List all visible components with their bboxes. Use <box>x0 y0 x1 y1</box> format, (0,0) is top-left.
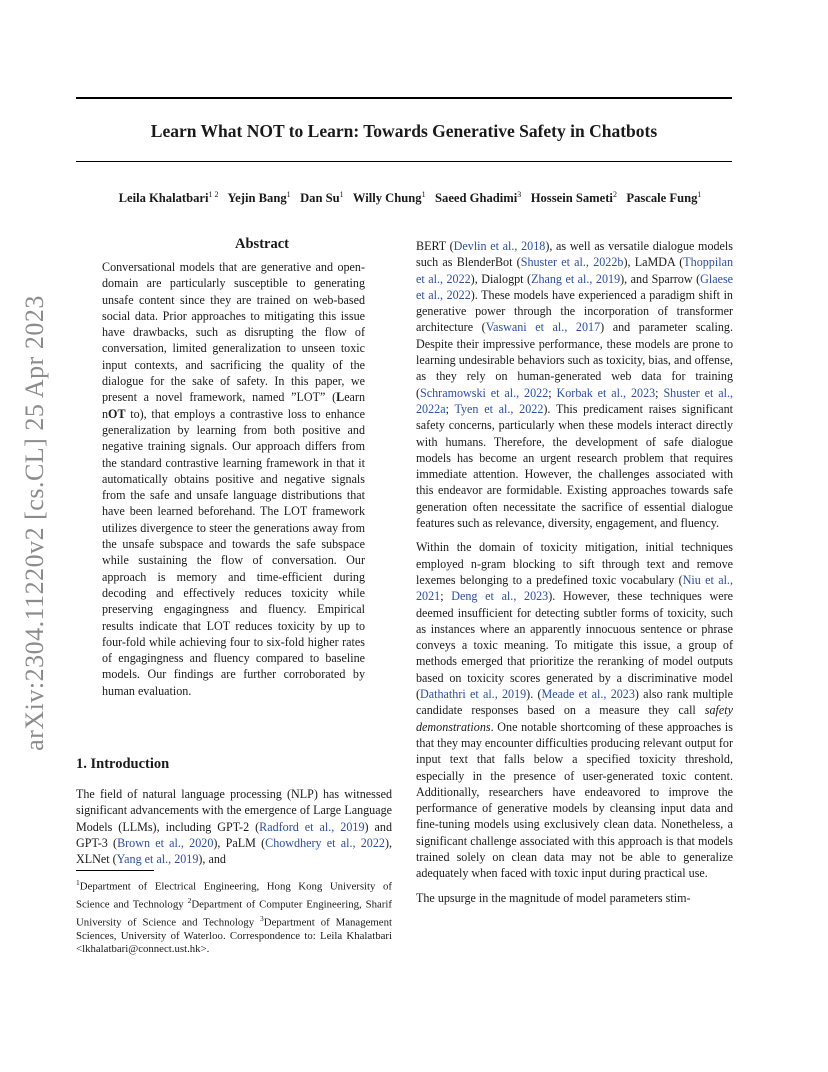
citation-link[interactable]: Shuster et al., 2022a <box>416 385 734 416</box>
section-heading-introduction: 1. Introduction <box>76 756 170 772</box>
author-affiliation: 1 <box>286 190 291 199</box>
author-affiliation: 1 <box>421 190 426 199</box>
author-name: Leila Khalatbari <box>118 191 209 205</box>
paragraph: BERT (Devlin et al., 2018), as well as versatile dialogue models such as BlenderBot (Shuster et al., 2022b), LaMDA (Thoppilan et al., 2022), Dialogpt (Zhang et al., 2019), and Sparrow (Glaese et al., 2022). These models have experienced a paradigm shift in generative power through the incorporation of transformer architecture (Vaswani et al., 2017) and parameter scaling. Despite their impressive performance, these models are prone to learning undesirable behaviors such as toxicity, bias, and offense, as they rely on human-generated web data for training (Schramowski et al., 2022; Korbak et al., 2023; Shuster et al., 2022a; Tyen et al., 2022). This predicament raises significant safety concerns, particularly when these models interact directly with humans. Therefore, the development of safe dialogue models has become an urgent research problem that requires immediate attention. However, the challenges associated with this endeavor are formidable. Existing approaches towards safe generation often necessitate the sacrifice of essential dialogue features such as relevance, diversity, engagement, and fluency. <box>416 239 734 531</box>
abstract-heading: Abstract <box>235 236 289 252</box>
citation-link[interactable]: Brown et al., 2020 <box>117 835 214 850</box>
title-bottom-rule <box>76 161 732 162</box>
arxiv-watermark <box>20 288 50 758</box>
author-affiliation: 1 2 <box>208 190 219 199</box>
title-top-rule <box>76 97 732 99</box>
citation-link[interactable]: Yang et al., 2019 <box>116 852 199 867</box>
citation-link[interactable]: Dathathri et al., 2019 <box>420 687 527 702</box>
paragraph: The upsurge in the magnitude of model parameters stim- <box>416 890 691 905</box>
citation-link[interactable]: Tyen et al., 2022 <box>454 401 544 416</box>
paper-title: Learn What NOT to Learn: Towards Generative Safety in Chatbots <box>150 121 658 141</box>
footnote-rule <box>76 870 154 871</box>
author-affiliation: 3 <box>517 190 522 199</box>
citation-link[interactable]: Radford et al., 2019 <box>259 819 365 834</box>
citation-link[interactable]: Schramowski et al., 2022 <box>420 385 549 400</box>
citation-link[interactable]: Devlin et al., 2018 <box>453 239 546 253</box>
author-affiliation: 1 <box>339 190 344 199</box>
author-affiliation: 2 <box>612 190 617 199</box>
citation-link[interactable]: Chowdhery et al., 2022 <box>265 835 385 850</box>
introduction-body: The field of natural language processing (NLP) has witnessed significant advancements with the emergence of Large Language Models (LLMs), including GPT-2 (Radford et al., 2019) and GPT-3 (Brown et al., 2020), PaLM (Chowdhery et al., 2022), XLNet (Yang et al., 2019), and <box>76 787 392 867</box>
arxiv-id: arXiv:2304.11220v2 [cs.CL] 25 Apr 2023 <box>20 295 49 751</box>
citation-link[interactable]: Meade et al., 2023 <box>541 687 635 702</box>
citation-link[interactable]: Glaese et al., 2022 <box>416 271 734 302</box>
author-name: Dan Su <box>300 191 340 205</box>
author-affiliation: 1 <box>697 190 702 199</box>
citation-link[interactable]: Deng et al., 2023 <box>451 589 549 604</box>
citation-link[interactable]: Zhang et al., 2019 <box>531 271 621 286</box>
right-column <box>416 238 733 906</box>
citation-link[interactable]: Niu et al., 2021 <box>416 572 733 604</box>
abstract-body: Conversational models that are generative and open-domain are particularly susceptible to generating unsafe content since they are trained on web-based social data. Prior approaches to mitigating this issue have drawbacks, such as disrupting the flow of conversation, limited generalization to unseen toxic input contexts, and sacrificing the quality of the dialogue for the sake of safety. In this paper, we present a novel framework, named ”LOT” (Learn nOT to), that employs a contrastive loss to enhance generalization by learning from both positive and negative training signals. Our approach differs from the standard contrastive learning framework in that it automatically obtains positive and negative signals from the safe and unsafe language distributions that have been learned beforehand. The LOT framework utilizes divergence to steer the generations away from the unsafe subspace and towards the safe subspace while sustaining the flow of conversation. Our approach is memory and time-efficient during decoding and effectively reduces toxicity while preserving engagingness and fluency. Empirical results indicate that LOT reduces toxicity by up to four-fold while achieving four to six-fold higher rates of engagingness and fluency compared to baseline models. Our findings are further corroborated by human evaluation. <box>102 260 365 698</box>
citation-link[interactable]: Shuster et al., 2022b <box>520 255 624 270</box>
author-list <box>60 190 760 206</box>
author-name: Willy Chung <box>352 191 422 205</box>
author-name: Saeed Ghadimi <box>435 191 518 205</box>
author-name: Hossein Sameti <box>530 191 613 205</box>
author-name: Pascale Fung <box>626 191 698 205</box>
author-name: Yejin Bang <box>227 191 287 205</box>
citation-link[interactable]: Korbak et al., 2023 <box>556 385 656 400</box>
affiliation-footnote: $^1$Department of Electrical Engineering, Hong Kong University of Science and Technology $^2$Department of Computer Engineering, Sharif University of Science and Technology $^3$Department of Management Sciences, University of Waterloo. Correspondence to: Leila Khalatbari <lkhalatbari@connect.ust.hk>. <box>76 878 392 955</box>
citation-link[interactable]: Vaswani et al., 2017 <box>485 320 601 335</box>
citation-link[interactable]: Thoppilan et al., 2022 <box>416 255 733 286</box>
paragraph: Within the domain of toxicity mitigation, initial techniques employed n-gram blocking to sift through text and remove lexemes belonging to a predefined toxic vocabulary (Niu et al., 2021; Deng et al., 2023). However, these techniques were deemed insufficient for detecting subtler forms of toxicity, such as instances where an apparently innocuous sentence or phrase conveys a toxic meaning. To mitigate this issue, a group of methods emerged that prioritize the reranking of model outputs based on toxicity scores generated by a discriminative model (Dathathri et al., 2019). (Meade et al., 2023) also rank multiple candidate responses based on a measure they call safety demonstrations. One notable shortcoming of these approaches is that they may encounter difficulties producing relevant output for input text that falls below a specified toxicity threshold, especially in the presence of user-generated toxic content. Additionally, researchers have endeavored to improve the performance of generative models by cleansing input data and fine-tuning models using exclusively clean data. Nonetheless, a significant challenge associated with this approach is that models trained solely on clean data may not be able to generalize adequately when faced with toxic input during practical use. <box>416 540 733 881</box>
